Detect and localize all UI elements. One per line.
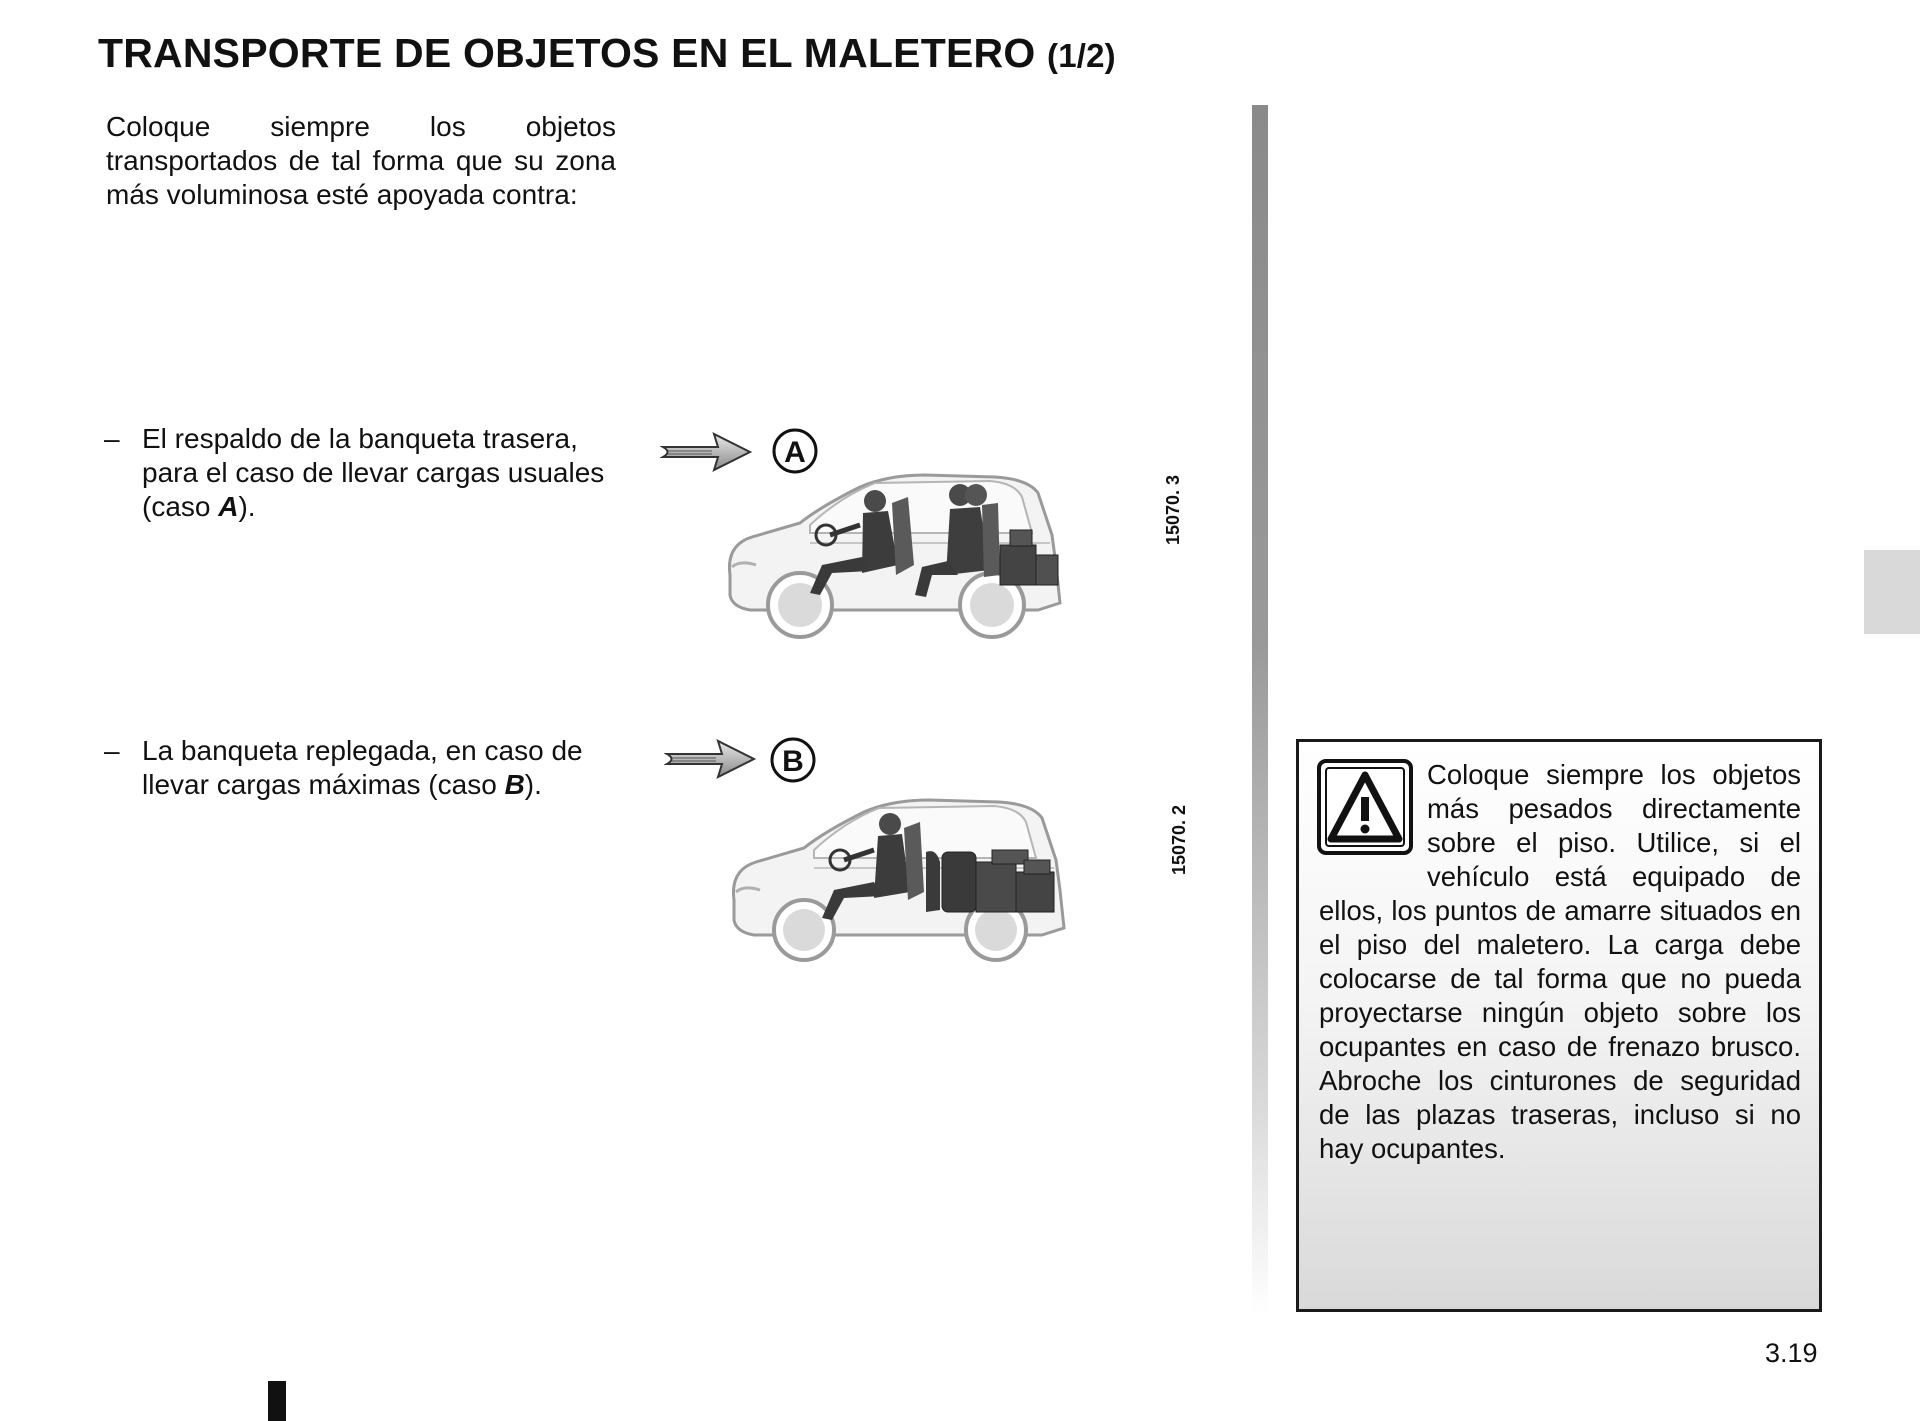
bullet-case-a [104, 422, 624, 524]
column-divider-bar [1252, 105, 1268, 1315]
warning-box [1296, 739, 1822, 1312]
bullet-dash: – [104, 735, 120, 766]
pointer-arrow-icon [667, 741, 754, 777]
bullet-case-label: A [218, 491, 239, 522]
bullet-case-b [104, 734, 624, 802]
figure-b-reference-number: 15070. 2 [1169, 804, 1189, 875]
car-cutaway-icon [729, 475, 1060, 637]
warning-text-body: Coloque siempre los objetos más pesados directamente sobre el piso. Utilice, si el vehículo está equipado de ellos, los puntos de amarre situados en el piso del maletero. La carga debe colocarse de tal forma que no pueda proyectarse ningún objeto sobre los ocupantes en caso de frenazo brusco. Abroche los cinturones de seguridad de las plazas traseras, incluso si no hay ocupantes. [1319, 759, 1801, 1164]
case-b-marker-badge [772, 739, 814, 781]
bullet-text-after: ). [524, 769, 542, 800]
case-a-marker-badge [774, 430, 816, 472]
case-a-marker: A [784, 436, 806, 469]
page-number: 3.19 [1765, 1338, 1818, 1368]
figure-b-car-rear-seat-folded [664, 732, 1164, 962]
pointer-arrow-icon [663, 434, 750, 470]
warning-text [1319, 758, 1801, 1166]
page-title [98, 30, 1116, 77]
bullet-text [142, 422, 624, 524]
page-title-text: TRANSPORTE DE OBJETOS EN EL MALETERO [98, 30, 1036, 76]
case-b-marker: B [782, 745, 804, 778]
bullet-text [142, 734, 624, 802]
figure-a-car-rear-seat-upright [660, 425, 1160, 640]
printer-crop-mark [268, 1381, 286, 1421]
page-title-part: (1/2) [1047, 37, 1116, 74]
intro-paragraph: Coloque siempre los objetos transportados de tal forma que su zona más voluminosa esté apoyada contra: [106, 111, 616, 210]
car-cutaway-icon [733, 800, 1064, 960]
bullet-text-before: La banqueta replegada, en caso de llevar cargas máximas (caso [142, 735, 583, 800]
bullet-case-label: B [504, 769, 525, 800]
figure-a-reference-number: 15070. 3 [1163, 474, 1183, 545]
bullet-text-after: ). [238, 491, 256, 522]
bullet-dash: – [104, 423, 120, 454]
bullet-text-before: El respaldo de la banqueta trasera, para el caso de llevar cargas usuales (caso [142, 423, 605, 522]
section-thumb-tab [1864, 550, 1920, 634]
